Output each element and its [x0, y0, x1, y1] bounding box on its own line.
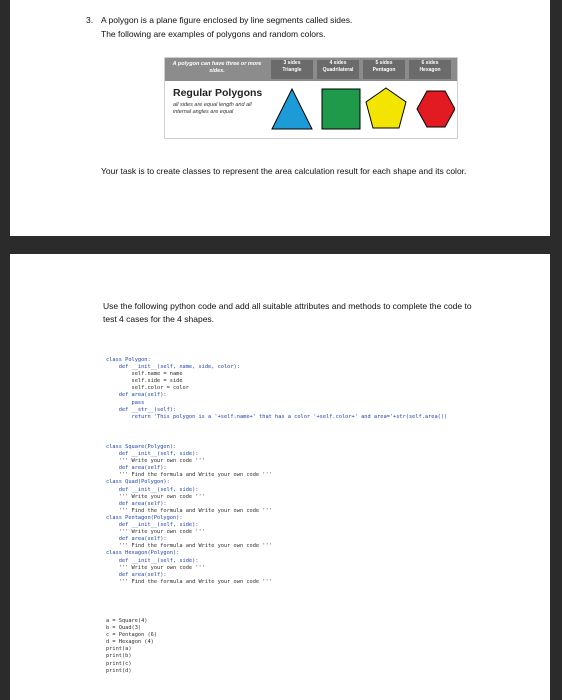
code-line: class Hexagon(Polygon):	[106, 550, 180, 557]
code-line: ''' Find the formula and Write your own code '''	[106, 578, 272, 585]
question-line-2: The following are examples of polygons and random colors.	[101, 29, 326, 39]
code-line: ''' Write your own code '''	[106, 564, 205, 571]
figure-header-note: A polygon can have three or more sides.	[172, 61, 262, 74]
code-line: self.name = name	[106, 371, 183, 378]
triangle-shape	[272, 89, 312, 129]
column-name: Triangle	[282, 67, 302, 73]
figure-title: Regular Polygons	[173, 87, 263, 99]
column-triangle	[271, 60, 313, 79]
code-line: c = Pentagon (6)	[106, 632, 158, 639]
code-line: print(c)	[106, 660, 132, 667]
code-line: b = Quad(3)	[106, 625, 142, 632]
question-number: 3.	[86, 15, 94, 25]
code-line: pass	[106, 399, 145, 406]
code-line: ''' Find the formula and Write your own code '''	[106, 472, 272, 479]
code-line: def area(self):	[106, 571, 167, 578]
polygon-class-code	[106, 357, 447, 421]
column-name: Hexagon	[419, 67, 441, 73]
code-line: def __init__(self, side):	[106, 522, 199, 529]
code-line: class Square(Polygon):	[106, 444, 177, 450]
column-name: Pentagon	[372, 67, 396, 73]
figure-subtitle: all sides are equal length and all internal angles are equal	[173, 102, 252, 115]
column-hexagon	[409, 60, 451, 79]
code-line: ''' Find the formula and Write your own code '''	[106, 507, 272, 514]
code-line: return 'This polygon is a '+self.name+' that has a color '+self.color+' and area='+str(self.area())	[106, 413, 448, 420]
task-text: Your task is to create classes to represent the area calculation result for each shape and its color.	[101, 166, 467, 176]
square-shape	[322, 89, 360, 129]
code-line: class Quad(Polygon):	[106, 479, 170, 486]
code-line: def area(self):	[106, 392, 167, 399]
instructions-line-2: test 4 cases for the 4 shapes.	[103, 314, 215, 324]
code-line: class Pentagon(Polygon):	[106, 514, 183, 521]
code-line: def area(self):	[106, 536, 167, 543]
code-line: def __init__(self, side):	[106, 451, 199, 458]
column-pentagon	[363, 60, 405, 79]
subclass-code	[106, 444, 272, 586]
figure-header-bar	[165, 58, 457, 81]
code-line: ''' Write your own code '''	[106, 493, 205, 500]
code-line: ''' Write your own code '''	[106, 529, 205, 536]
column-count: 4 sides	[329, 60, 347, 66]
code-line: self.side = side	[106, 378, 183, 385]
column-count: 6 sides	[421, 60, 439, 66]
column-count: 3 sides	[283, 60, 301, 66]
code-line: def area(self):	[106, 465, 167, 472]
instructions-line-1: Use the following python code and add all suitable attributes and methods to complete the code to	[103, 301, 472, 311]
code-line: class Polygon:	[106, 357, 151, 363]
code-line: print(b)	[106, 653, 132, 660]
code-line: def __init__(self, side):	[106, 486, 199, 493]
code-line: self.color = color	[106, 385, 189, 392]
pentagon-shape	[366, 88, 406, 128]
test-code	[106, 618, 157, 675]
code-line: def __str__(self):	[106, 406, 177, 413]
code-line: print(a)	[106, 646, 132, 653]
column-quadrilateral	[317, 60, 359, 79]
code-line: ''' Write your own code '''	[106, 458, 205, 465]
polygon-shapes	[269, 83, 455, 135]
column-count: 5 sides	[375, 60, 393, 66]
question-line-1: A polygon is a plane figure enclosed by line segments called sides.	[101, 15, 353, 25]
code-line: def __init__(self, side):	[106, 557, 199, 564]
code-line: d = Hexagon (4)	[106, 639, 154, 646]
column-name: Quadrilateral	[322, 67, 354, 73]
code-line: ''' Find the formula and Write your own code '''	[106, 543, 272, 550]
code-line: def area(self):	[106, 500, 167, 507]
page-two	[10, 254, 550, 700]
page-one	[10, 0, 550, 236]
code-line: def __init__(self, name, side, color):	[106, 364, 240, 371]
code-line: print(d)	[106, 667, 132, 674]
polygons-figure	[164, 57, 458, 139]
hexagon-shape	[417, 91, 455, 127]
code-line: a = Square(4)	[106, 618, 148, 624]
